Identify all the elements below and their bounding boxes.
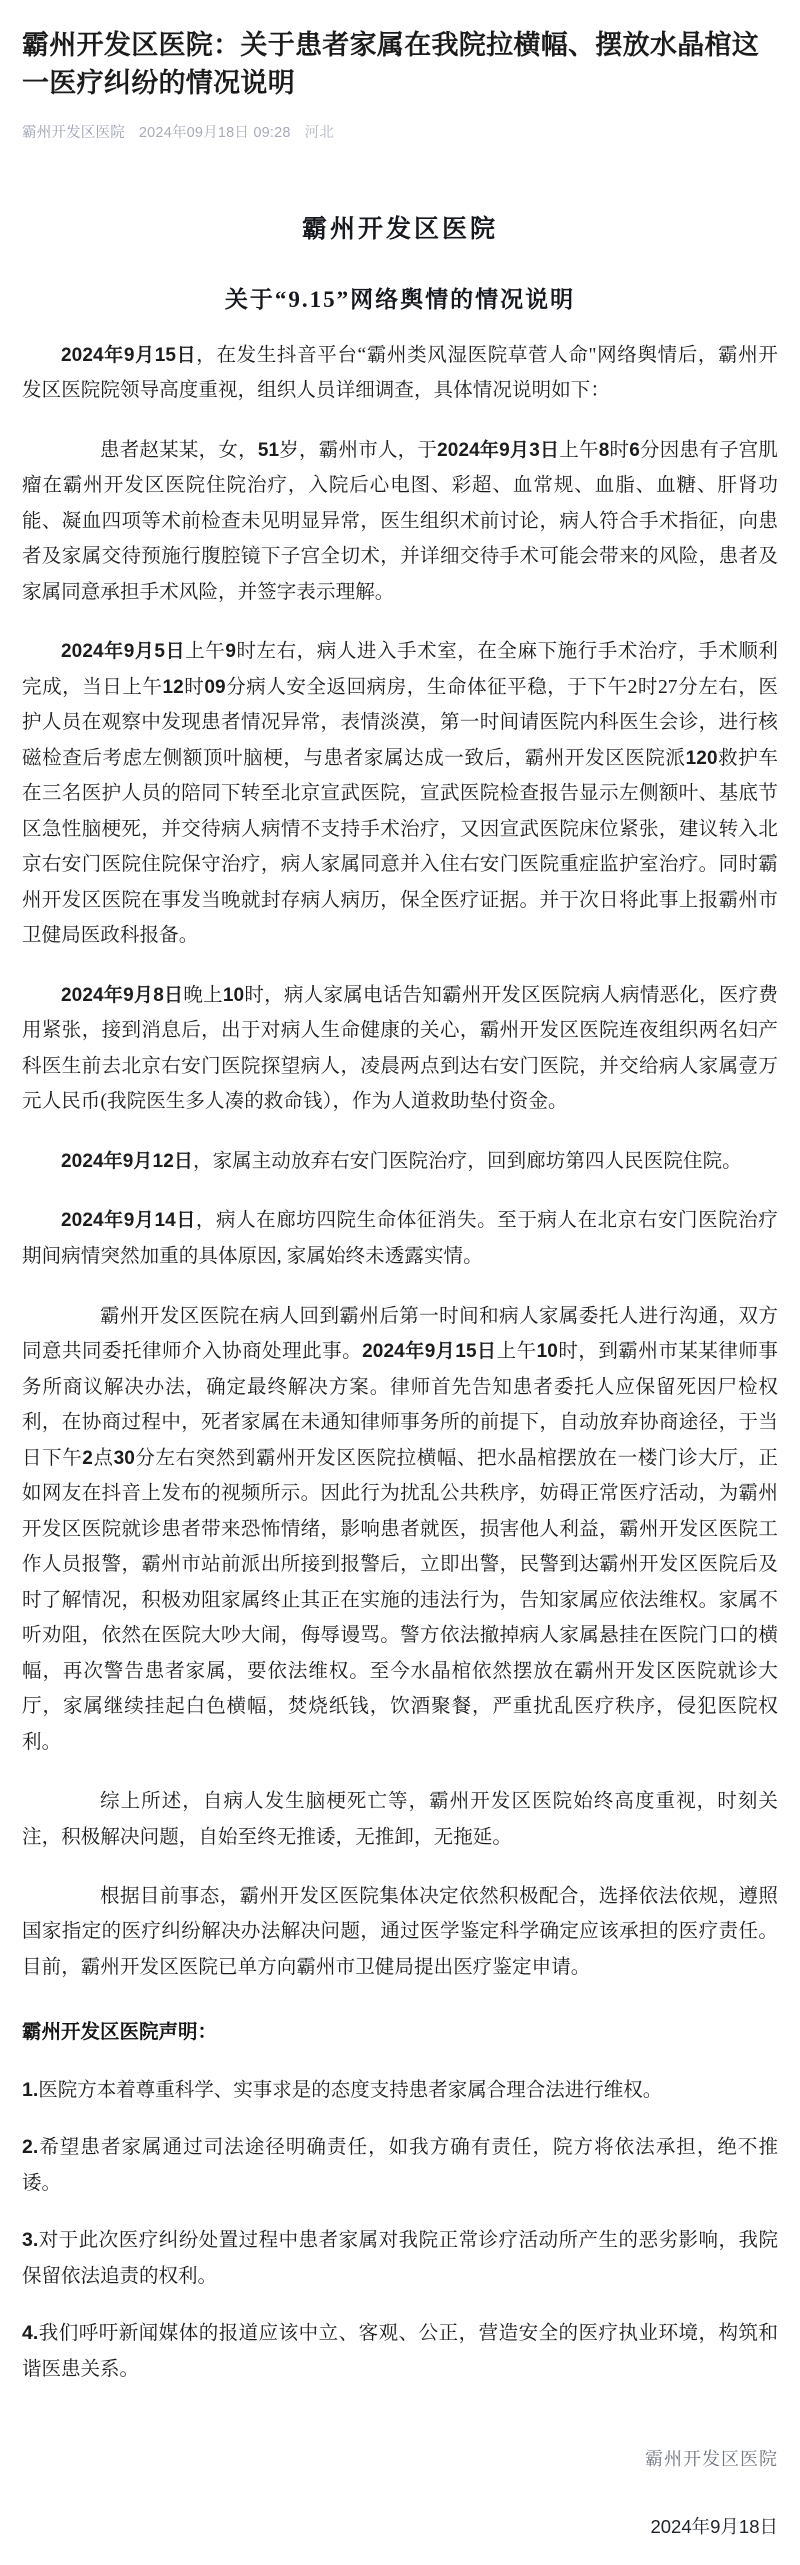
body-text: 患者赵某某，女，	[100, 439, 258, 461]
paragraph	[22, 433, 778, 611]
statement-heading: 霸州开发区医院声明：	[22, 2021, 218, 2044]
emphasis-text: 2024年9月15日	[362, 1341, 497, 1363]
body-text: 救护车在三名医护人员的陪同下转至北京宣武医院，宣武医院检查报告显示左侧额叶、基底节区急性脑梗死，并交待病人病情不支持手术治疗，又因宣武医院床位紧张，建议转入北京右安门医院住院保守治疗，病人家属同意并入住右安门医院重症监护室治疗。同时霸州开发区医院在事发当晚就封存病人病历，保全医疗证据。并于次日将此事上报霸州市卫健局医政科报备。	[22, 747, 778, 947]
body-text: 分因患有子宫肌瘤在霸州开发区医院住院治疗，入院后心电图、彩超、血常规、血脂、血糖、肝肾功能、凝血四项等术前检查未见明显异常，医生组织术前讨论，病人符合手术指征，向患者及家属交待预施行腹腔镜下子宫全切术，并详细交待手术可能会带来的风险，患者及家属同意承担手术风险，并签字表示理解。	[22, 439, 778, 603]
emphasis-text: 9	[225, 641, 236, 663]
body-text: ，在发生抖音平台“霸州类风湿医院草菅人命"网络舆情后，霸州开发区医院院领导高度重视，组织人员详细调查，具体情况说明如下：	[22, 344, 778, 402]
body-text: 上午	[496, 1341, 537, 1363]
body-text: 时，病人家属电话告知霸州开发区医院病人病情恶化，医疗费用紧张，接到消息后，出于对病人生命健康的关心，霸州开发区医院连夜组织两名妇产科医生前去北京右安门医院探望病人，凌晨两点到达右安门医院，并交给病人家属壹万元人民币(我院医生多人凑的救命钱），作为人道救助垫付资金。	[22, 984, 778, 1113]
body-text: 晚上	[183, 984, 223, 1006]
body-text: 岁，霸州市人，于	[279, 439, 438, 461]
body-text: 上午	[185, 641, 226, 663]
paragraph	[22, 1299, 778, 1760]
paragraph	[22, 1144, 778, 1180]
emphasis-text: 120	[685, 747, 718, 769]
paragraph-list	[22, 338, 778, 1986]
emphasis-text: 2024年9月5日	[61, 641, 186, 663]
emphasis-text: 6	[629, 439, 640, 461]
body-text: 点	[92, 1447, 114, 1469]
paragraph	[22, 338, 778, 409]
body-text: 上午	[559, 439, 599, 461]
body-text: 时，到霸州市某某律师事务所商议解决办法，确定最终解决方案。律师首先告知患者委托人应保留死因尸检权利，在协商过程中，死者家属在未通知律师事务所的前提下，自动放弃协商途径，于当日下午	[22, 1341, 779, 1469]
document-subtitle: 关于“9.15”网络舆情的情况说明	[224, 286, 576, 312]
document-body	[0, 157, 800, 2388]
statement-text: 对于此次医疗纠纷处置过程中患者家属对我院正常诊疗活动所产生的恶劣影响，我院保留依法追责的权利。	[22, 2230, 778, 2287]
meta-timestamp: 2024年09月18日 09:28	[138, 124, 291, 141]
meta-region: 河北	[304, 124, 335, 141]
statement-number: 2.	[22, 2136, 39, 2159]
emphasis-text: 09	[204, 676, 226, 698]
body-text: ，病人在廊坊四院生命体征消失。至于病人在北京右安门医院治疗期间病情突然加重的具体原因, 家属始终未透露实情。	[22, 1210, 778, 1268]
article-meta	[22, 121, 778, 142]
document-title: 霸州开发区医院	[301, 215, 498, 243]
body-text: 分病人安全返回病房，生命体征平稳，于下午2时27分左右，医护人员在观察中发现患者情况异常，表情淡漠，第一时间请医院内科医生会诊，进行核磁检查后考虑左侧额顶叶脑梗，与患者家属达成一致后，霸州开发区医院派	[22, 676, 778, 769]
signature-name: 霸州开发区医院	[645, 2449, 778, 2470]
paragraph	[22, 634, 778, 954]
emphasis-text: 51	[257, 439, 280, 461]
emphasis-text: 10	[222, 984, 245, 1006]
statement-number: 4.	[22, 2322, 39, 2345]
paragraph	[22, 1784, 778, 1855]
body-text: 时	[183, 676, 205, 698]
body-text: 霸州开发区医院在病人回到霸州后第一时间和病人家属委托人进行沟通，双方同意共同委托律师介入协商处理此事。	[22, 1305, 778, 1363]
signature-block	[0, 2445, 800, 2565]
body-text: ，家属主动放弃右安门医院治疗，回到廊坊第四人民医院住院。	[192, 1150, 742, 1172]
page-title: 霸州开发区医院：关于患者家属在我院拉横幅、摆放水晶棺这一医疗纠纷的情况说明	[22, 30, 760, 99]
meta-source: 霸州开发区医院	[22, 124, 125, 141]
body-text: 根据目前事态，霸州开发区医院集体决定依然积极配合，选择依法依规，遵照国家指定的医疗纠纷解决办法解决问题，通过医学鉴定科学确定应该承担的医疗责任。目前，霸州开发区医院已单方向霸州市卫健局提出医疗鉴定申请。	[22, 1886, 778, 1978]
emphasis-text: 2024年9月3日	[437, 439, 560, 461]
paragraph	[22, 978, 778, 1120]
emphasis-text: 30	[113, 1447, 135, 1469]
emphasis-text: 2024年9月15日	[61, 344, 197, 366]
statement-text: 希望患者家属通过司法途径明确责任，如我方确有责任，院方将依法承担，绝不推诿。	[22, 2137, 778, 2194]
statement-text: 我们呼吁新闻媒体的报道应该中立、客观、公正，营造安全的医疗执业环境，构筑和谐医患关系。	[22, 2323, 778, 2380]
emphasis-text: 12	[162, 676, 184, 698]
body-text: 分左右突然到霸州开发区医院拉横幅、把水晶棺摆放在一楼门诊大厅，正如网友在抖音上发布的视频所示。因此行为扰乱公共秩序，妨碍正常医疗活动，为霸州开发区医院就诊患者带来恐怖情绪，影响患者就医，损害他人利益，霸州开发区医院工作人员报警，霸州市站前派出所接到报警后，立即出警，民警到达霸州开发区医院后及时了解情况，积极劝阻家属终止其正在实施的违法行为，告知家属应依法维权。家属不听劝阻，依然在医院大吵大闹，侮辱谩骂。警方依法撤掉病人家属悬挂在医院门口的横幅，再次警告患者家属，要依法维权。至今水晶棺依然摆放在霸州开发区医院就诊大厅，家属继续挂起白色横幅，焚烧纸钱，饮酒聚餐，严重扰乱医疗秩序，侵犯医院权利。	[22, 1447, 778, 1753]
paragraph	[22, 1203, 778, 1274]
body-text: 时左右，病人进入手术室，在全麻下施行手术治疗，手术顺利完成，当日上午	[22, 641, 778, 698]
statement-item	[22, 2073, 778, 2108]
paragraph	[22, 1879, 778, 1985]
news-header	[0, 0, 800, 157]
emphasis-text: 2	[82, 1447, 93, 1469]
statement-list	[22, 2073, 778, 2387]
statement-item	[22, 2316, 778, 2387]
statement-item	[22, 2130, 778, 2201]
statement-item	[22, 2223, 778, 2294]
statement-text: 医院方本着尊重科学、实事求是的态度支持患者家属合理合法进行维权。	[38, 2079, 663, 2101]
signature-date: 2024年9月18日	[650, 2516, 778, 2538]
emphasis-text: 8	[598, 439, 610, 461]
statement-number: 1.	[22, 2078, 39, 2101]
emphasis-text: 2024年9月14日	[61, 1210, 196, 1232]
body-text: 综上所述，自病人发生脑梗死亡等，霸州开发区医院始终高度重视，时刻关注，积极解决问题，自始至终无推诿，无推卸，无拖延。	[22, 1791, 778, 1848]
emphasis-text: 2024年9月12日	[61, 1150, 193, 1172]
emphasis-text: 2024年9月8日	[61, 984, 184, 1006]
emphasis-text: 10	[536, 1341, 558, 1363]
body-text: 时	[609, 439, 630, 461]
statement-number: 3.	[22, 2229, 39, 2252]
